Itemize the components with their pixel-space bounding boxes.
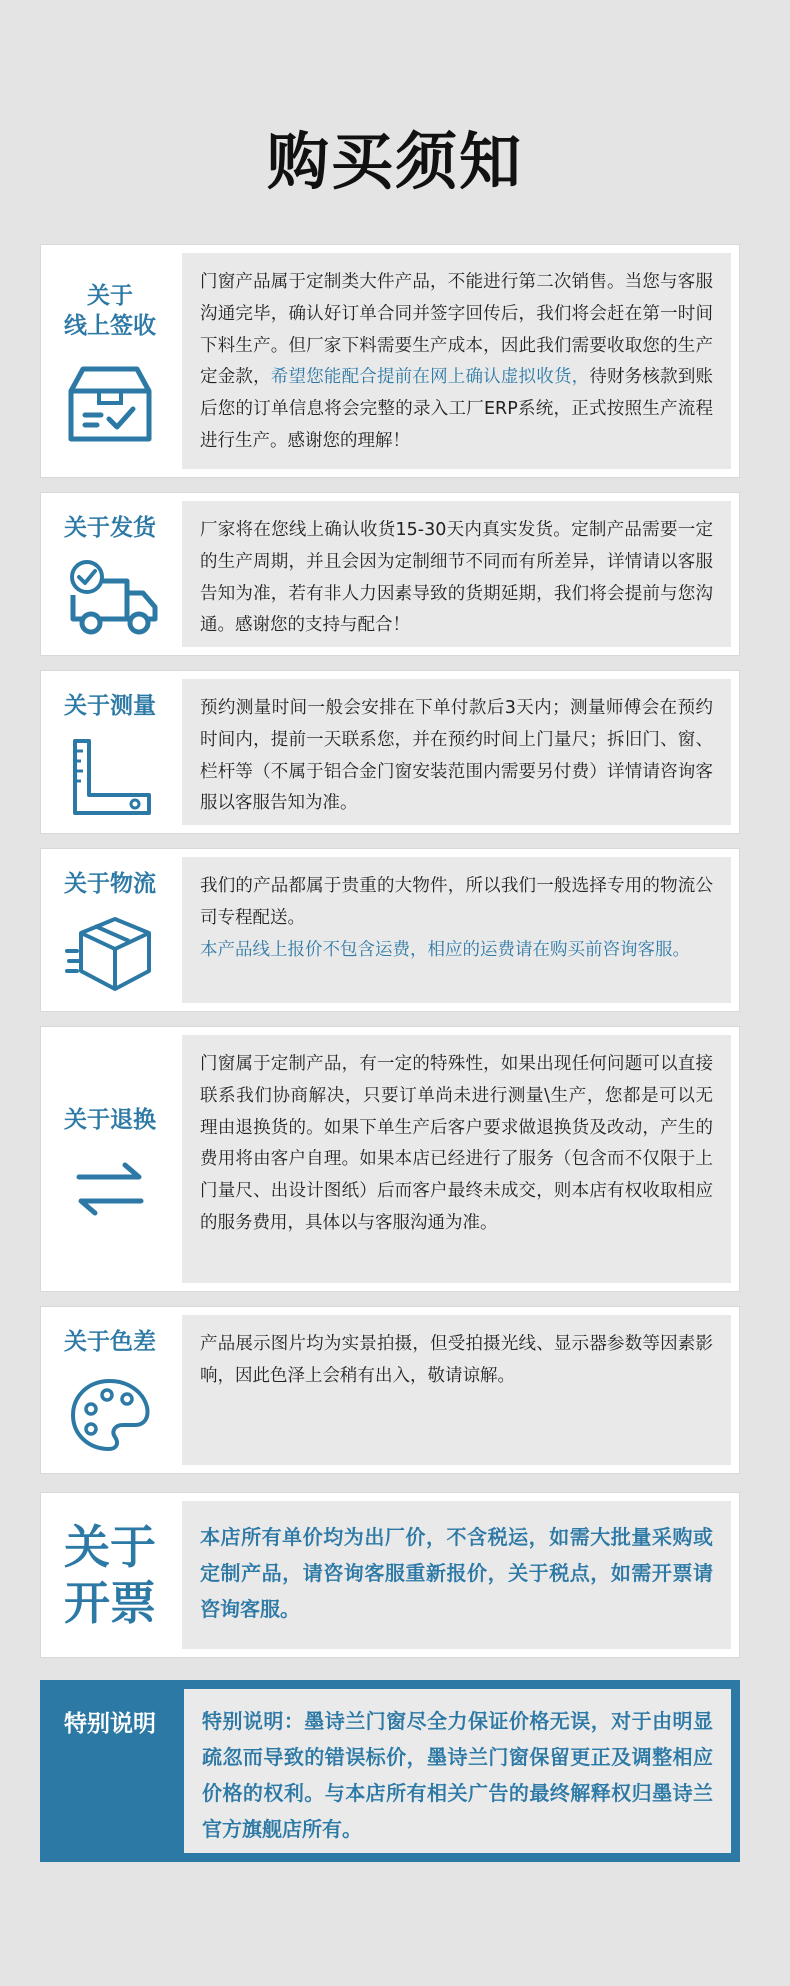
card-header (41, 1493, 179, 1657)
exchange-arrows-icon (65, 1155, 155, 1233)
card-text: 本店所有单价均为出厂价，不含税运，如需大批量采购或定制产品，请咨询客服重新报价，关于税点，如需开票请咨询客服。 (200, 1525, 713, 1621)
card-label-line1: 关于 (64, 1520, 156, 1574)
card-text: 门窗属于定制产品，有一定的特殊性，如果出现任何问题可以直接联系我们协商解决，只要订单尚未进行测量\生产，您都是可以无理由退换货的。如果下单生产后客户要求做退换货及改动，产生的费用将由客户自理。如果本店已经进行了服务（包含而不仅限于上门量尺、出设计图纸）后而客户最终未成交，则本店有权收取相应的服务费用，具体以与客服沟通为准。 (200, 1054, 713, 1233)
card-label (41, 1519, 179, 1631)
card-online-receipt (40, 244, 740, 478)
card-text-part: 我们的产品都属于贵重的大物件，所以我们一般选择专用的物流公司专程配送。 (200, 876, 713, 928)
card-text (200, 871, 713, 966)
ruler-square-icon (65, 737, 155, 815)
card-label-line2: 开票 (64, 1576, 156, 1630)
card-color-difference (40, 1306, 740, 1474)
fast-package-icon (65, 915, 155, 993)
card-header (41, 245, 179, 477)
box-check-icon (65, 363, 155, 441)
card-label (41, 281, 179, 341)
card-body (182, 253, 731, 469)
card-shipping (40, 492, 740, 656)
card-label: 特别说明 (64, 1711, 156, 1737)
card-label: 关于色差 (64, 1329, 156, 1355)
card-header (41, 493, 179, 655)
card-text: 预约测量时间一般会安排在下单付款后3天内；测量师傅会在预约时间内，提前一天联系您，并在预约时间上门量尺；拆旧门、窗、栏杆等（不属于铝合金门窗安装范围内需要另付费）详情请咨询客服以客服告知为准。 (200, 698, 713, 814)
card-label: 关于测量 (64, 693, 156, 719)
card-label: 关于退换 (64, 1107, 156, 1133)
card-label: 关于物流 (64, 871, 156, 897)
card-header (41, 1681, 179, 1861)
card-label: 关于发货 (64, 515, 156, 541)
delivery-truck-icon (65, 559, 155, 637)
card-text: 特别说明：墨诗兰门窗尽全力保证价格无误，对于由明显疏忽而导致的错误标价，墨诗兰门窗保留更正及调整相应价格的权利。与本店所有相关广告的最终解释权归墨诗兰官方旗舰店所有。 (202, 1709, 713, 1841)
card-special-note (40, 1680, 740, 1862)
card-header (41, 849, 179, 1011)
card-body (182, 1035, 731, 1283)
card-text-part: 待财务核款到账后您的订单信息将会完整的录入工厂ERP系统，正式按照生产流程进行生产。感谢您的理解！ (200, 367, 714, 451)
card-return-exchange (40, 1026, 740, 1292)
card-text-highlight: 希望您能配合提前在网上确认虚拟收货， (270, 367, 590, 388)
card-invoice (40, 1492, 740, 1658)
card-label-line2: 线上签收 (64, 313, 156, 339)
card-body (182, 1501, 731, 1649)
card-text: 产品展示图片均为实景拍摄，但受拍摄光线、显示器参数等因素影响，因此色泽上会稍有出入，敬请谅解。 (200, 1334, 713, 1386)
card-text-part: 门窗产品属于定制类大件产品，不能进行第二次销售。当您与客服沟通完毕，确认好订单合同并签字回传后，我们将会赶在第一时间下料生产。但厂家下料需要生产成本，因此我们需要收取您的生产定金款， (200, 272, 713, 388)
card-header (41, 1307, 179, 1473)
card-body (182, 1687, 733, 1855)
palette-icon (65, 1375, 155, 1453)
card-body (182, 679, 731, 825)
card-body (182, 1315, 731, 1465)
card-header (41, 671, 179, 833)
page-title: 购买须知 (266, 125, 523, 198)
card-text: 厂家将在您线上确认收货15-30天内真实发货。定制产品需要一定的生产周期，并且会因为定制细节不同而有所差异，详情请以客服告知为准，若有非人力因素导致的货期延期，我们将会提前与您沟通。感谢您的支持与配合！ (200, 520, 713, 636)
card-logistics (40, 848, 740, 1012)
card-header (41, 1027, 179, 1291)
card-text (200, 267, 713, 458)
card-body (182, 501, 731, 647)
card-measurement (40, 670, 740, 834)
card-text-highlight: 本产品线上报价不包含运费，相应的运费请在购买前咨询客服。 (200, 939, 690, 960)
card-body (182, 857, 731, 1003)
card-label-line1: 关于 (87, 283, 133, 309)
